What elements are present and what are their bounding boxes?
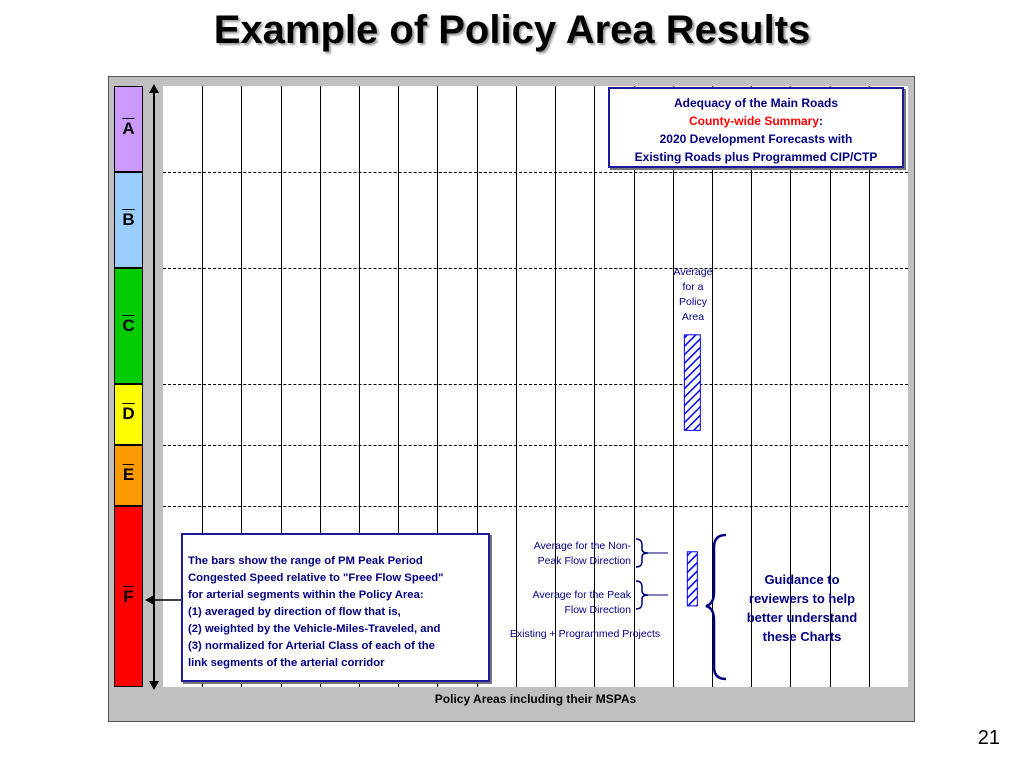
legend-line-4: Existing Roads plus Programmed CIP/CTP: [634, 150, 878, 164]
avg-note-line: Policy: [678, 296, 707, 308]
peak-line: Average for the Peak: [532, 589, 631, 601]
arrow-left-icon: [145, 592, 183, 608]
explanation-box: The bars show the range of PM Peak Period Congested Speed relative to "Free Flow Speed" for arterial segments within the Policy Area: (1) averaged by direction of flow that is, (2) weighted by the Vehicle-Miles-Traveled, and (3) normalized for Arterial Class of each of the link segments of the arterial corridor: [181, 533, 490, 682]
non-peak-note: [500, 539, 631, 569]
los-band-label: $\overline{E}$: [122, 465, 135, 485]
los-band-b: [114, 172, 143, 268]
legend-line-3: 2020 Development Forecasts with: [659, 132, 853, 146]
legend-colon: :: [819, 114, 824, 128]
avg-note-line: Area: [681, 311, 705, 323]
average-policy-area-note: [664, 265, 722, 325]
small-braces-icon: [632, 537, 672, 611]
los-band-e: [114, 445, 143, 506]
non-peak-line: Average for the Non-: [533, 540, 631, 552]
los-band-a: [114, 86, 143, 172]
los-band-label: $\overline{D}$: [122, 404, 135, 424]
los-band-label: $\overline{C}$: [122, 316, 135, 336]
peak-note: [500, 588, 631, 618]
page-number: 21: [977, 727, 1000, 749]
slide-title: Example of Policy Area Results: [213, 8, 811, 52]
guidance-text: Guidance to reviewers to help better understand these Charts: [746, 572, 858, 644]
range-bar: [687, 552, 697, 606]
los-band-f: [114, 506, 143, 687]
los-band-label: $\overline{A}$: [122, 118, 135, 138]
peak-line: Flow Direction: [564, 604, 631, 616]
los-band-c: [114, 268, 143, 384]
legend-box: [608, 87, 904, 168]
los-band-label: $\overline{B}$: [122, 210, 135, 230]
los-band-d: [114, 384, 143, 445]
los-band-label: $\overline{F}$: [123, 586, 134, 606]
legend-line-2: [610, 112, 902, 130]
existing-programmed-note: Existing + Programmed Projects: [509, 628, 661, 640]
legend-county-summary: County-wide Summary: [688, 114, 820, 128]
non-peak-line: Peak Flow Direction: [537, 555, 631, 567]
x-axis-label: Policy Areas including their MSPAs: [434, 692, 637, 706]
large-brace-icon: [704, 532, 738, 682]
range-bar: [684, 335, 700, 431]
avg-note-line: for a: [682, 281, 704, 293]
avg-note-line: Average: [673, 266, 713, 278]
legend-line-1: Adequacy of the Main Roads: [673, 96, 839, 110]
